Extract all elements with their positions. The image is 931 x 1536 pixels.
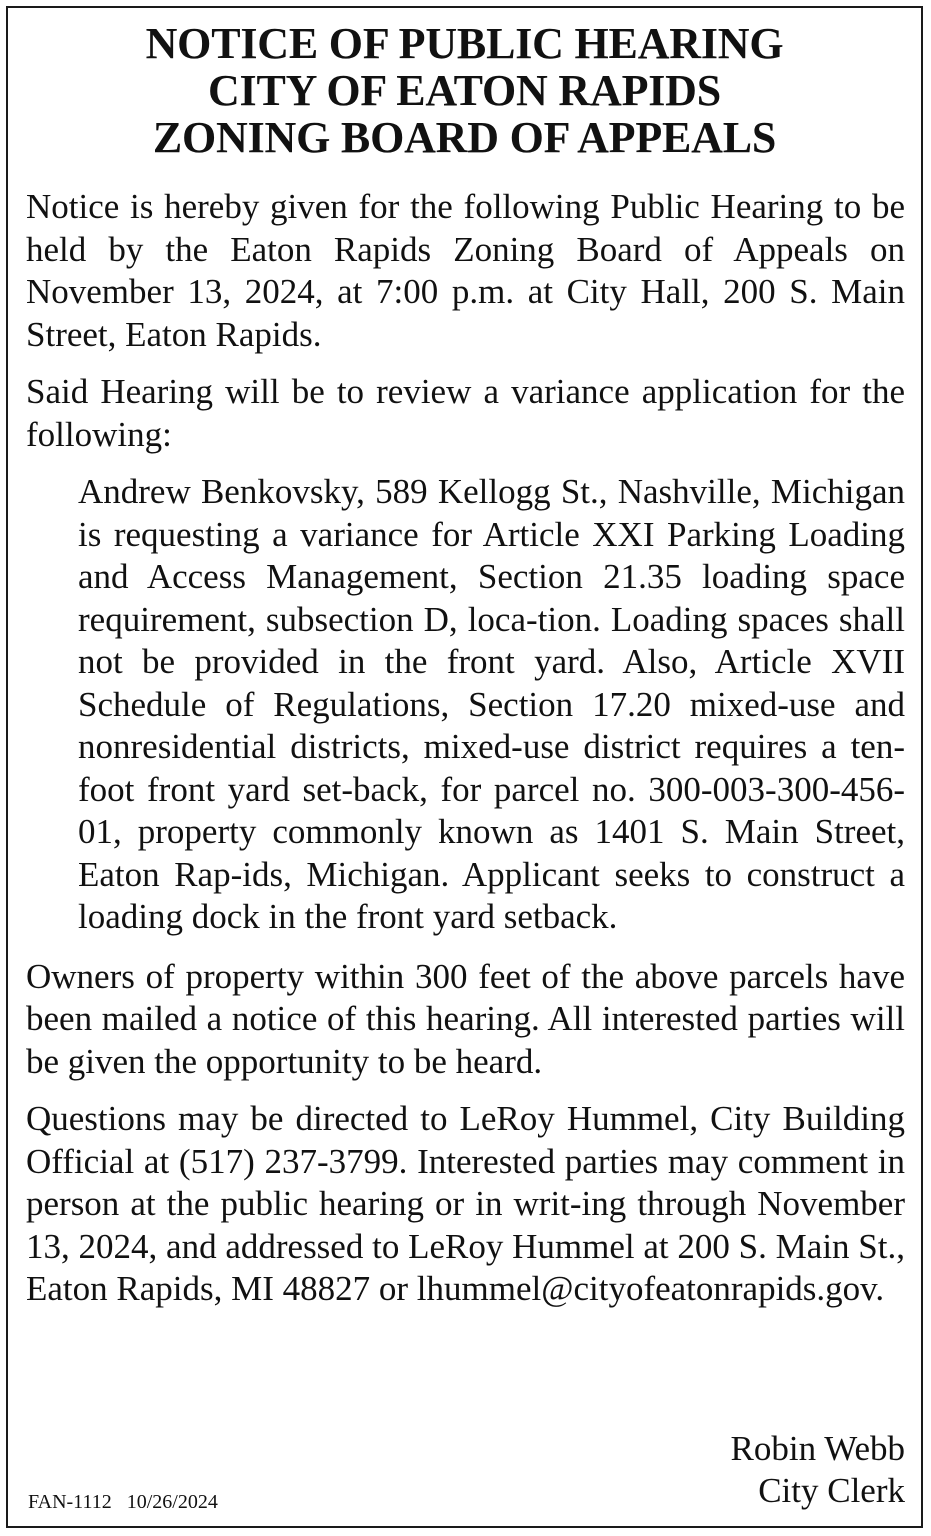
publication-date: 10/26/2024 — [126, 1491, 218, 1513]
application-paragraph: Andrew Benkovsky, 589 Kellogg St., Nashville, Michigan is requesting a variance for Article XXI Parking Loading and Access Management, Section 21.35 loading space requirement, subsection D, loca-tion. Loading spaces shall not be provided in the front yard. Also, Article XVII Schedule of Regulations, Section 17.20 mixed-use and nonresidential districts, mixed-use district requires a ten-foot front yard set-back, for parcel no. 300-003-300-456-01, property commonly known as 1401 S. Main Street, Eaton Rap-ids, Michigan. Applicant seeks to construct a loading dock in the front yard setback. — [78, 472, 905, 936]
notice-title — [8, 20, 921, 161]
public-notice — [6, 6, 923, 1528]
title-line-3: ZONING BOARD OF APPEALS — [152, 113, 777, 162]
intro-paragraph: Notice is hereby given for the following Public Hearing to be held by the Eaton Rapids Zoning Board of Appeals on November 13, 2024, at 7:00 p.m. at City Hall, 200 S. Main Street, Eaton Rapids. — [26, 187, 905, 354]
owners-paragraph: Owners of property within 300 feet of the above parcels have been mailed a notice of this hearing. All interested parties will be given the opportunity to be heard. — [26, 956, 905, 1081]
title-line-1: NOTICE OF PUBLIC HEARING — [145, 19, 784, 68]
purpose-paragraph: Said Hearing will be to review a variance application for the following: — [26, 372, 905, 454]
signer-role: City Clerk — [758, 1471, 905, 1510]
title-line-2: CITY OF EATON RAPIDS — [207, 66, 722, 115]
publication-footer — [28, 1490, 218, 1514]
signature-block — [731, 1428, 905, 1512]
signer-name: Robin Webb — [730, 1429, 905, 1468]
questions-paragraph: Questions may be directed to LeRoy Hummel, City Building Official at (517) 237-3799. Interested parties may comment in person at the public hearing or in writ-ing through November 13, 2024, and addressed to LeRoy Hummel at 200 S. Main St., Eaton Rapids, MI 48827 or lhummel@cityofeatonrapids.gov. — [26, 1099, 905, 1308]
publication-code: FAN-1112 — [28, 1491, 112, 1513]
notice-body — [26, 186, 905, 1326]
